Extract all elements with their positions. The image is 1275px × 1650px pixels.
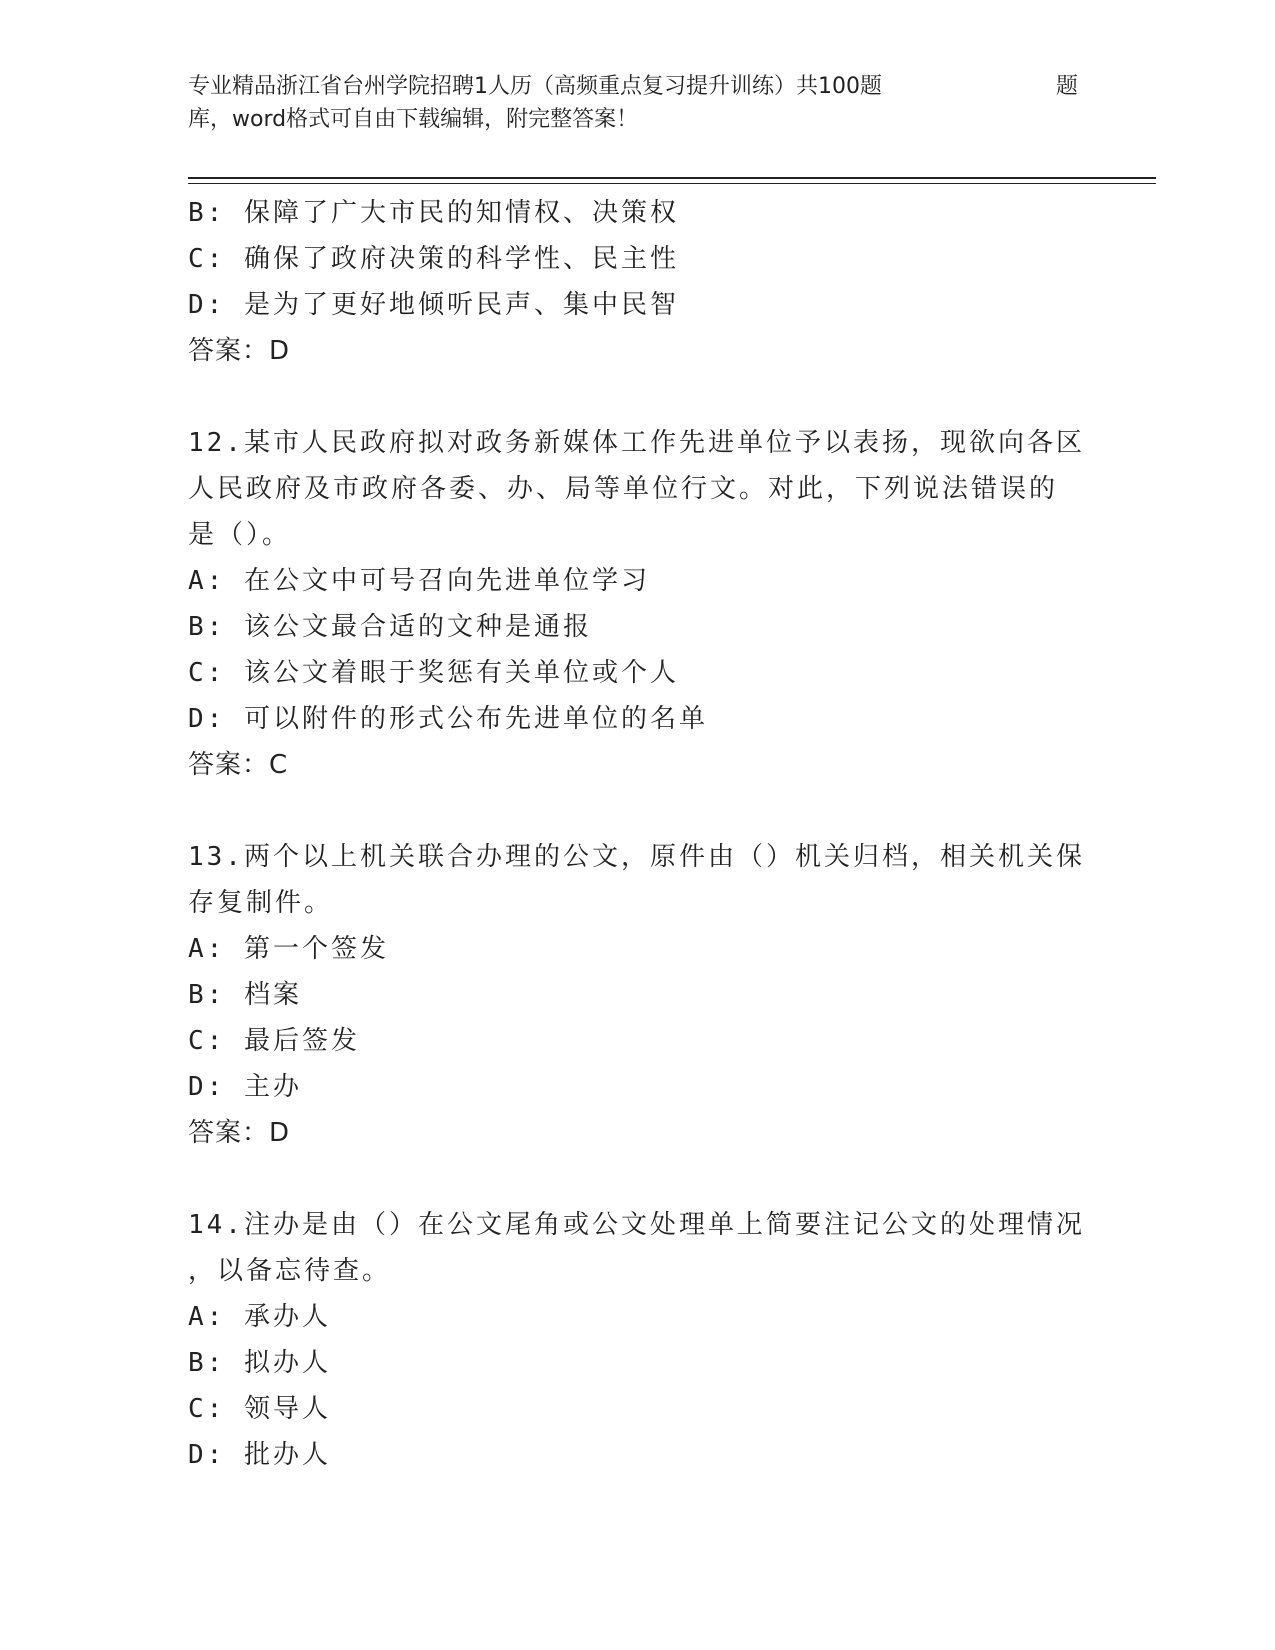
option-d: D: 可以附件的形式公布先进单位的名单 bbox=[188, 704, 708, 734]
option-b: B: 档案 bbox=[188, 980, 302, 1010]
spacer bbox=[188, 788, 1088, 834]
option-c: C: 领导人 bbox=[188, 1394, 331, 1424]
option-c: C: 确保了政府决策的科学性、民主性 bbox=[188, 244, 679, 274]
spacer bbox=[188, 374, 1088, 420]
option-a: A: 在公文中可号召向先进单位学习 bbox=[188, 566, 650, 596]
answer-line: 答案：C bbox=[188, 750, 289, 780]
question-stem-line: 12.某市人民政府拟对政务新媒体工作先进单位予以表扬，现欲向各区 bbox=[188, 428, 1085, 458]
question-stem-line: 14.注办是由（）在公文尾角或公文处理单上简要注记公文的处理情况 bbox=[188, 1210, 1085, 1240]
option-c: C: 最后签发 bbox=[188, 1026, 360, 1056]
question-stem-line: 存复制件。 bbox=[188, 888, 334, 918]
header-line-2: 库，word格式可自由下载编辑，附完整答案！ bbox=[188, 107, 639, 132]
header-divider-thick bbox=[188, 177, 1156, 179]
question-14 bbox=[188, 1202, 1088, 1478]
option-c: C: 该公文着眼于奖惩有关单位或个人 bbox=[188, 658, 679, 688]
header-title-tail: 题 bbox=[1056, 74, 1079, 99]
question-list bbox=[188, 190, 1088, 1478]
header-title: 专业精品浙江省台州学院招聘1人历（高频重点复习提升训练）共100题 bbox=[188, 74, 882, 99]
option-d: D: 批办人 bbox=[188, 1440, 331, 1470]
question-12 bbox=[188, 420, 1088, 788]
option-a: A: 第一个签发 bbox=[188, 934, 389, 964]
answer-line: 答案：D bbox=[188, 1118, 291, 1148]
option-d: D: 是为了更好地倾听民声、集中民智 bbox=[188, 290, 679, 320]
page-header bbox=[188, 70, 1088, 136]
option-b: B: 拟办人 bbox=[188, 1348, 331, 1378]
question-11-continued bbox=[188, 190, 1088, 374]
question-stem-line: 人民政府及市政府各委、办、局等单位行文。对此，下列说法错误的 bbox=[188, 474, 1059, 504]
header-line-1 bbox=[188, 70, 1088, 103]
question-13 bbox=[188, 834, 1088, 1156]
spacer bbox=[188, 1156, 1088, 1202]
question-stem-line: 13.两个以上机关联合办理的公文，原件由（）机关归档，相关机关保 bbox=[188, 842, 1085, 872]
answer-line: 答案：D bbox=[188, 336, 291, 366]
option-a: A: 承办人 bbox=[188, 1302, 331, 1332]
option-b: B: 该公文最合适的文种是通报 bbox=[188, 612, 592, 642]
option-d: D: 主办 bbox=[188, 1072, 302, 1102]
header-divider-thin bbox=[188, 183, 1156, 184]
option-b: B: 保障了广大市民的知情权、决策权 bbox=[188, 198, 679, 228]
question-stem-line: 是（）。 bbox=[188, 520, 292, 550]
question-stem-line: ，以备忘待查。 bbox=[188, 1256, 392, 1286]
